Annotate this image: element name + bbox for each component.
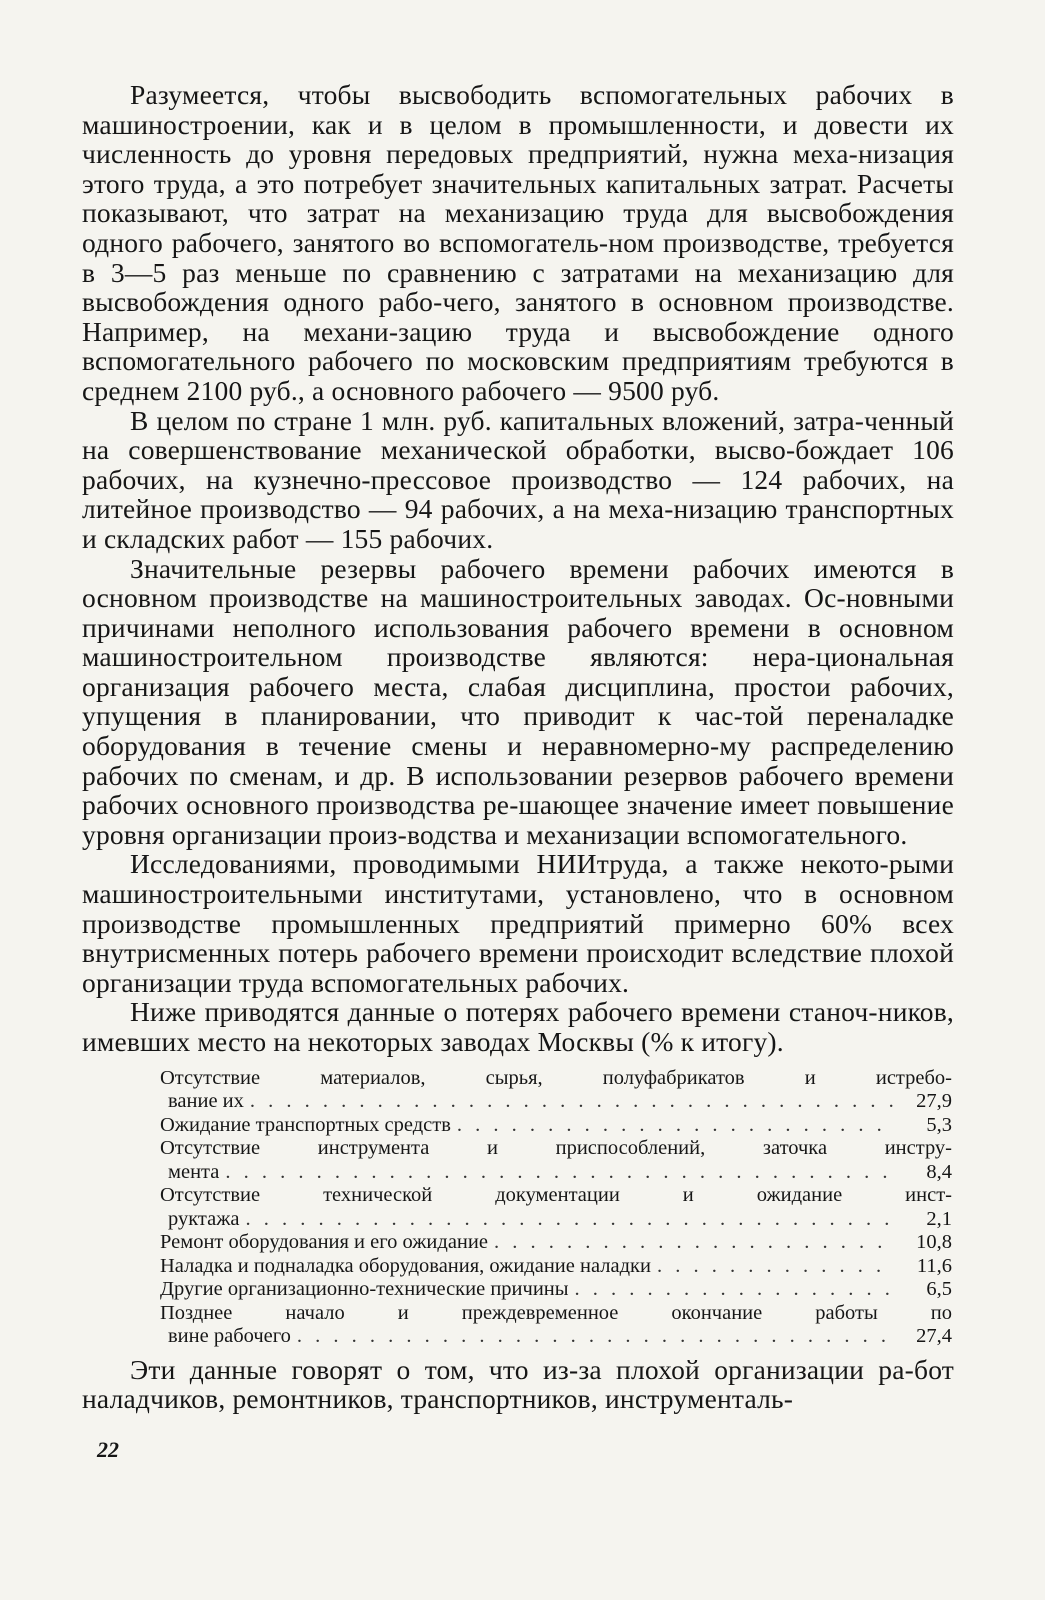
list-item [160, 1137, 952, 1184]
item-value: 27,9 [916, 1090, 952, 1113]
item-value: 10,8 [916, 1231, 952, 1254]
list-item [160, 1302, 952, 1349]
item-label-line2: руктажа [168, 1207, 240, 1230]
item-label: Ожидание транспортных средств [160, 1113, 451, 1136]
list-item [160, 1184, 952, 1231]
list-item [160, 1067, 952, 1114]
item-label-line2: мента [168, 1160, 220, 1183]
page-number: 22 [97, 1437, 119, 1462]
losses-list [160, 1067, 952, 1349]
item-label: Другие организационно-технические причины [160, 1278, 569, 1301]
item-value: 2,1 [926, 1207, 952, 1230]
item-label-line1: Отсутствие материалов, сырья, полуфабрикатов и истребо- [160, 1066, 952, 1089]
item-value: 5,3 [926, 1113, 952, 1136]
item-value: 27,4 [916, 1325, 952, 1348]
item-label-line1: Отсутствие инструмента и приспособлений, заточка инстру- [160, 1137, 952, 1160]
paragraph: В целом по стране 1 млн. руб. капитальных вложений, затра-ченный на совершенствование механической обработки, высво-бождает 106 рабочих, на кузнечно-прессовое производство — 124 рабочих, на литейное производство — 94 рабочих, а на меха-низацию транспортных и складских работ — 155 рабочих. [82, 404, 954, 554]
item-label-line2: вание их [168, 1090, 244, 1113]
item-label: Наладка и подналадка оборудования, ожидание наладки [160, 1254, 651, 1277]
paragraph: Исследованиями, проводимыми НИИтруда, а также некото-рыми машиностроительными институтами, установлено, что в основном производстве промышленных предприятий примерно 60% всех внутрисменных потерь рабочего времени происходит вследствие плохой организации труда вспомогательных рабочих. [82, 848, 954, 998]
item-label: Ремонт оборудования и его ожидание [160, 1231, 488, 1254]
paragraph: Ниже приводятся данные о потерях рабочего времени станоч-ников, имевших место на некоторых заводах Москвы (% к итогу). [82, 996, 954, 1057]
item-value: 11,6 [916, 1254, 952, 1277]
list-item [160, 1231, 952, 1255]
paragraph: Разумеется, чтобы высвободить вспомогательных рабочих в машиностроении, как и в целом в промышленности, и довести их численность до уровня передовых предприятий, нужна меха-низация этого труда, а это потребует значительных капитальных затрат. Расчеты показывают, что затрат на механизацию труда для высвобождения одного рабочего, занятого во вспомогатель-ном производстве, требуется в 3—5 раз меньше по сравнению с затратами на механизацию для высвобождения одного рабо-чего, занятого в основном производстве. Например, на механи-зацию труда и высвобождение одного вспомогательного рабочего по московским предприятиям требуются в среднем 2100 руб., а основного рабочего — 9500 руб. [82, 79, 954, 406]
list-item [160, 1114, 952, 1138]
closing-paragraph: Эти данные говорят о том, что из-за плохой организации ра-бот наладчиков, ремонтников, транспортников, инструменталь- [82, 1353, 954, 1415]
paragraph: Значительные резервы рабочего времени рабочих имеются в основном производстве на машиностроительных заводах. Ос-новными причинами неполного использования рабочего времени в основном машиностроительном производстве являются: нера-циональная организация рабочего места, слабая дисциплина, простои рабочих, упущения в планировании, что приводит к час-той переналадке оборудования в течение смены и неравномерно-му распределению рабочих по сменам, и др. В использовании резервов рабочего времени рабочих основного производства ре-шающее значение имеет повышение уровня организации произ-водства и механизации вспомогательного. [82, 552, 954, 850]
item-value: 8,4 [926, 1160, 952, 1183]
item-label-line1: Позднее начало и преждевременное окончание работы по [160, 1301, 952, 1324]
page-body [82, 80, 954, 1414]
item-value: 6,5 [926, 1278, 952, 1301]
list-item [160, 1278, 952, 1302]
list-item [160, 1255, 952, 1279]
item-label-line2: вине рабочего [168, 1325, 291, 1348]
item-label-line1: Отсутствие технической документации и ожидание инст- [160, 1184, 952, 1207]
